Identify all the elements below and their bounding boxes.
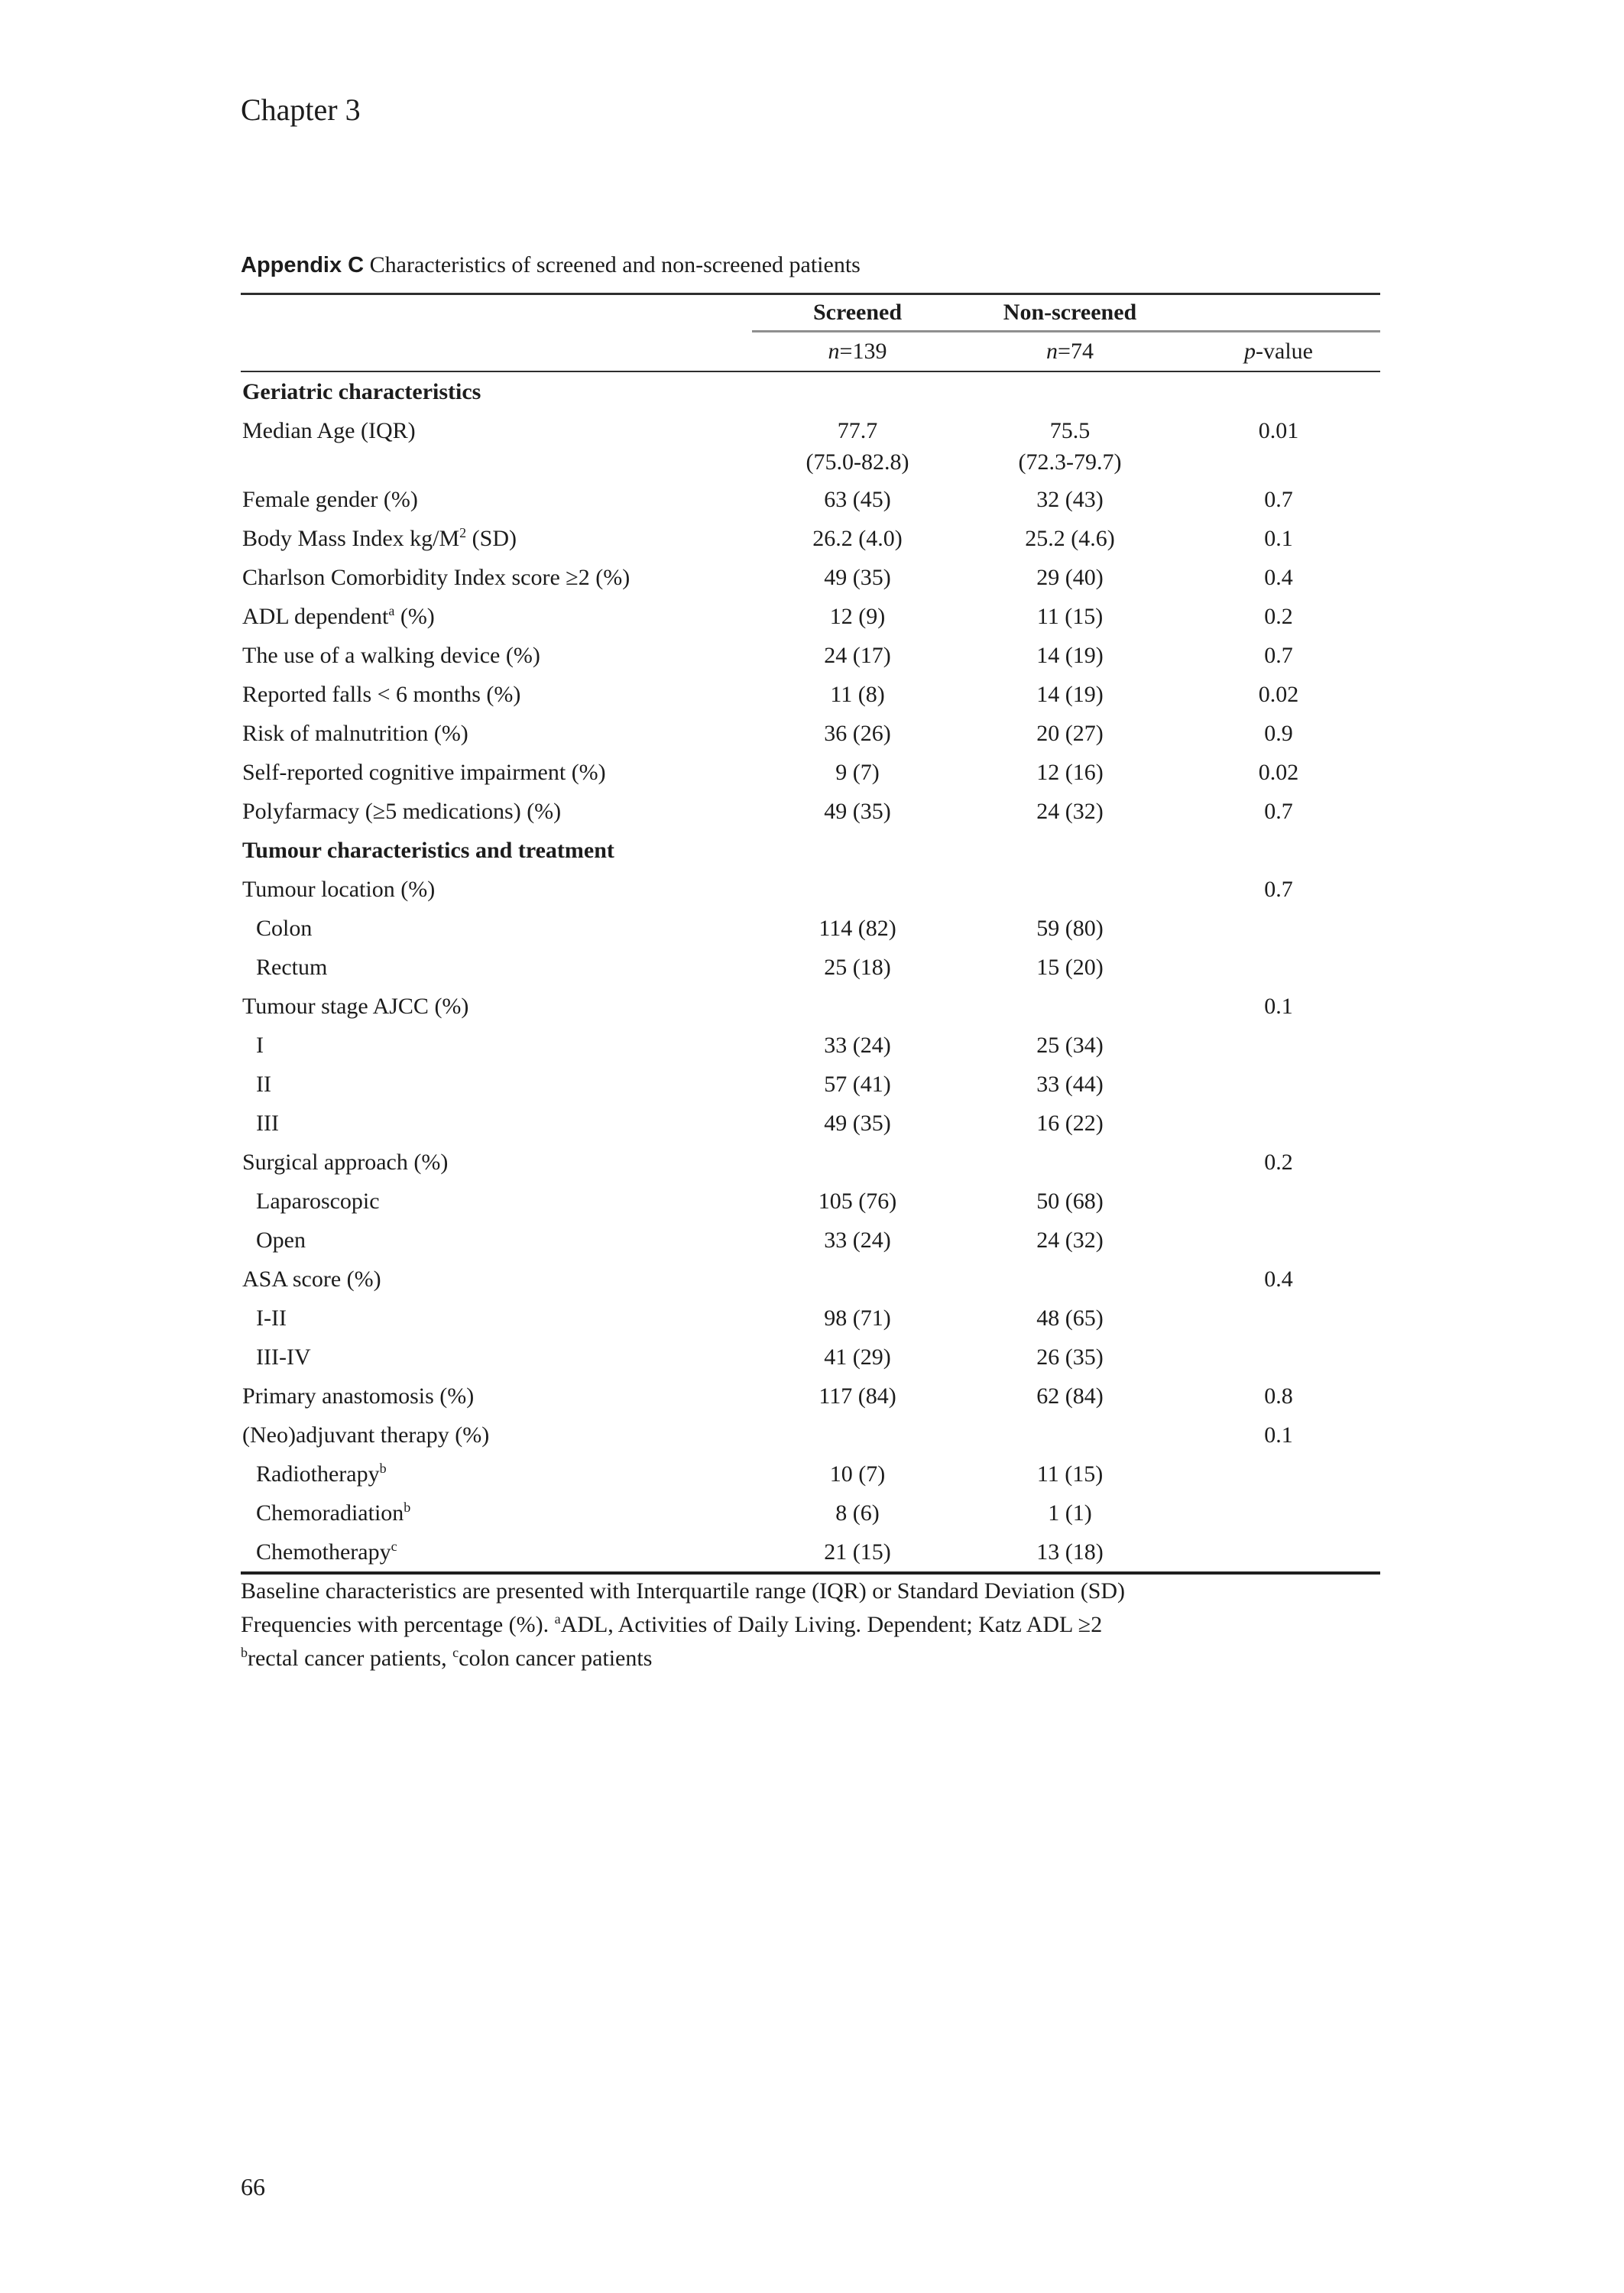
p-value: 0.9 <box>1264 720 1293 746</box>
screened-value: 25 (18) <box>824 954 891 980</box>
table-row <box>241 792 1380 831</box>
row-label: Primary anastomosis (%) <box>242 1383 475 1409</box>
non-screened-value: 24 (32) <box>1036 798 1104 824</box>
row-label: II <box>256 1071 271 1097</box>
screened-value: 21 (15) <box>824 1539 891 1565</box>
table-n-header-row <box>241 332 1380 371</box>
p-value: 0.2 <box>1264 603 1293 629</box>
table-row <box>241 1377 1380 1416</box>
n-screened-header: n=139 <box>828 339 887 364</box>
non-screened-value: 33 (44) <box>1036 1071 1104 1097</box>
table-row <box>241 987 1380 1026</box>
p-value: 0.1 <box>1264 1422 1293 1448</box>
n-non-screened-header: n=74 <box>1046 339 1094 364</box>
row-label: Median Age (IQR) <box>242 418 416 443</box>
table-footnotes <box>241 1575 1125 1675</box>
table-row <box>241 1494 1380 1532</box>
p-value: 0.7 <box>1264 486 1293 512</box>
non-screened-value: 48 (65) <box>1036 1305 1104 1331</box>
table-row <box>241 831 1380 870</box>
p-value: 0.4 <box>1264 564 1293 590</box>
p-value: 0.02 <box>1258 681 1299 707</box>
row-label: III <box>256 1110 279 1136</box>
non-screened-value: 26 (35) <box>1036 1344 1104 1370</box>
table-row <box>241 714 1380 753</box>
non-screened-value: 15 (20) <box>1036 954 1104 980</box>
row-label: Surgical approach (%) <box>242 1149 449 1175</box>
screened-value: 26.2 (4.0) <box>812 525 903 551</box>
non-screened-value: 25.2 (4.6) <box>1025 525 1115 551</box>
table-row <box>241 1260 1380 1299</box>
p-value: 0.01 <box>1258 418 1299 443</box>
appendix-label: Appendix C <box>241 253 365 277</box>
footnote-line: Frequencies with percentage (%). $^a$ADL, Activities of Daily Living. Dependent; Katz ADL ≥2 <box>241 1611 1103 1637</box>
screened-value: 49 (35) <box>824 1110 891 1136</box>
footnote-line: Baseline characteristics are presented with Interquartile range (IQR) or Standard Deviation (SD) <box>241 1578 1126 1604</box>
row-label: Risk of malnutrition (%) <box>242 720 468 746</box>
row-label: Geriatric characteristics <box>242 378 481 404</box>
row-label: Colon <box>256 915 313 941</box>
table-row <box>241 411 1380 480</box>
p-value: 0.02 <box>1258 759 1299 785</box>
row-label: Open <box>256 1227 306 1253</box>
p-value: 0.1 <box>1264 525 1293 551</box>
table-row <box>241 1532 1380 1571</box>
p-value: 0.2 <box>1264 1149 1293 1175</box>
table-row <box>241 372 1380 411</box>
table-row <box>241 1182 1380 1221</box>
p-value: 0.7 <box>1264 876 1293 902</box>
non-screened-value: 50 (68) <box>1036 1188 1104 1214</box>
page-number: 66 <box>241 2173 265 2201</box>
screened-value: 49 (35) <box>824 564 891 590</box>
screened-value: 63 (45) <box>824 486 891 512</box>
non-screened-value: 29 (40) <box>1036 564 1104 590</box>
row-label: (Neo)adjuvant therapy (%) <box>242 1422 490 1448</box>
non-screened-value: 59 (80) <box>1036 915 1104 941</box>
row-label: ADL dependent$^a$ (%) <box>242 602 435 629</box>
row-label: Female gender (%) <box>242 486 418 512</box>
row-label: Chemoradiation$^b$ <box>256 1499 411 1526</box>
table-row <box>241 675 1380 714</box>
non-screened-value: 1 (1) <box>1048 1500 1092 1526</box>
screened-value: 8 (6) <box>835 1500 880 1526</box>
row-label: Tumour stage AJCC (%) <box>242 993 469 1019</box>
table-row <box>241 597 1380 636</box>
screened-value: 114 (82) <box>818 915 896 941</box>
non-screened-value: 13 (18) <box>1036 1539 1104 1565</box>
p-value-header: p-value <box>1244 339 1313 364</box>
table-title-text: Characteristics of screened and non-screened patients <box>364 252 861 277</box>
footnote-line: $^b$rectal cancer patients, $^c$colon cancer patients <box>241 1645 653 1671</box>
screened-value: 49 (35) <box>824 798 891 824</box>
screened-value: 33 (24) <box>824 1227 891 1253</box>
non-screened-value: 16 (22) <box>1036 1110 1104 1136</box>
column-header-screened: Screened <box>812 300 903 325</box>
table-row <box>241 909 1380 948</box>
non-screened-value: 24 (32) <box>1036 1227 1104 1253</box>
table-body <box>241 372 1380 1571</box>
row-label: Radiotherapy$^b$ <box>256 1460 387 1487</box>
table-row <box>241 636 1380 675</box>
screened-value: 24 (17) <box>824 642 891 668</box>
table-row <box>241 1416 1380 1455</box>
screened-value: 11 (8) <box>830 681 885 707</box>
non-screened-value: 11 (15) <box>1036 1461 1104 1487</box>
row-label: Charlson Comorbidity Index score ≥2 (%) <box>242 564 630 590</box>
table-row <box>241 753 1380 792</box>
table-row <box>241 519 1380 558</box>
table-row <box>241 1143 1380 1182</box>
row-label: I <box>256 1032 264 1058</box>
non-screened-value: 14 (19) <box>1036 642 1104 668</box>
screened-value: 98 (71) <box>824 1305 891 1331</box>
p-value: 0.7 <box>1264 642 1293 668</box>
row-label: III-IV <box>256 1344 311 1370</box>
table-row <box>241 558 1380 597</box>
non-screened-value: 62 (84) <box>1036 1383 1104 1409</box>
non-screened-value: 20 (27) <box>1036 720 1104 746</box>
p-value: 0.4 <box>1264 1266 1293 1292</box>
non-screened-value: 25 (34) <box>1036 1032 1104 1058</box>
table-row <box>241 1026 1380 1065</box>
non-screened-value: 11 (15) <box>1036 603 1104 629</box>
screened-value: 10 (7) <box>829 1461 886 1487</box>
row-label: I-II <box>256 1305 287 1331</box>
row-label: The use of a walking device (%) <box>242 642 540 668</box>
table-row <box>241 1104 1380 1143</box>
table-group-header-row <box>241 295 1380 330</box>
screened-value: 77.7 (75.0-82.8) <box>806 418 909 475</box>
non-screened-value: 14 (19) <box>1036 681 1104 707</box>
table-row <box>241 1299 1380 1338</box>
p-value: 0.7 <box>1264 798 1293 824</box>
screened-value: 57 (41) <box>824 1071 891 1097</box>
table-row <box>241 480 1380 519</box>
row-label: Rectum <box>256 954 328 980</box>
table-row <box>241 948 1380 987</box>
screened-value: 117 (84) <box>818 1383 896 1409</box>
p-value: 0.8 <box>1264 1383 1293 1409</box>
non-screened-value: 32 (43) <box>1036 486 1104 512</box>
screened-value: 9 (7) <box>835 759 880 785</box>
p-value: 0.1 <box>1264 993 1293 1019</box>
screened-value: 33 (24) <box>824 1032 891 1058</box>
row-label: Body Mass Index $kg/M^2$ (SD) <box>242 524 517 551</box>
row-label: Reported falls < 6 months (%) <box>242 681 521 707</box>
row-label: ASA score (%) <box>242 1266 381 1292</box>
table-title <box>241 252 861 278</box>
row-label: Tumour characteristics and treatment <box>242 837 614 863</box>
table-row <box>241 870 1380 909</box>
row-label: Self-reported cognitive impairment (%) <box>242 759 606 785</box>
characteristics-table <box>241 293 1380 1575</box>
table-row <box>241 1221 1380 1260</box>
non-screened-value: 12 (16) <box>1036 759 1104 785</box>
screened-value: 41 (29) <box>824 1344 891 1370</box>
non-screened-value: 75.5 (72.3-79.7) <box>1018 418 1122 475</box>
table-row <box>241 1338 1380 1377</box>
row-label: Chemotherapy$^c$ <box>256 1538 397 1565</box>
column-header-non-screened: Non-screened <box>1003 300 1137 325</box>
screened-value: 105 (76) <box>818 1188 897 1214</box>
chapter-heading: Chapter 3 <box>241 92 361 127</box>
screened-value: 36 (26) <box>824 720 891 746</box>
screened-value: 12 (9) <box>829 603 886 629</box>
row-label: Tumour location (%) <box>242 876 436 902</box>
row-label: Polyfarmacy (≥5 medications) (%) <box>242 798 562 824</box>
row-label: Laparoscopic <box>256 1188 380 1214</box>
table-row <box>241 1455 1380 1494</box>
table-row <box>241 1065 1380 1104</box>
